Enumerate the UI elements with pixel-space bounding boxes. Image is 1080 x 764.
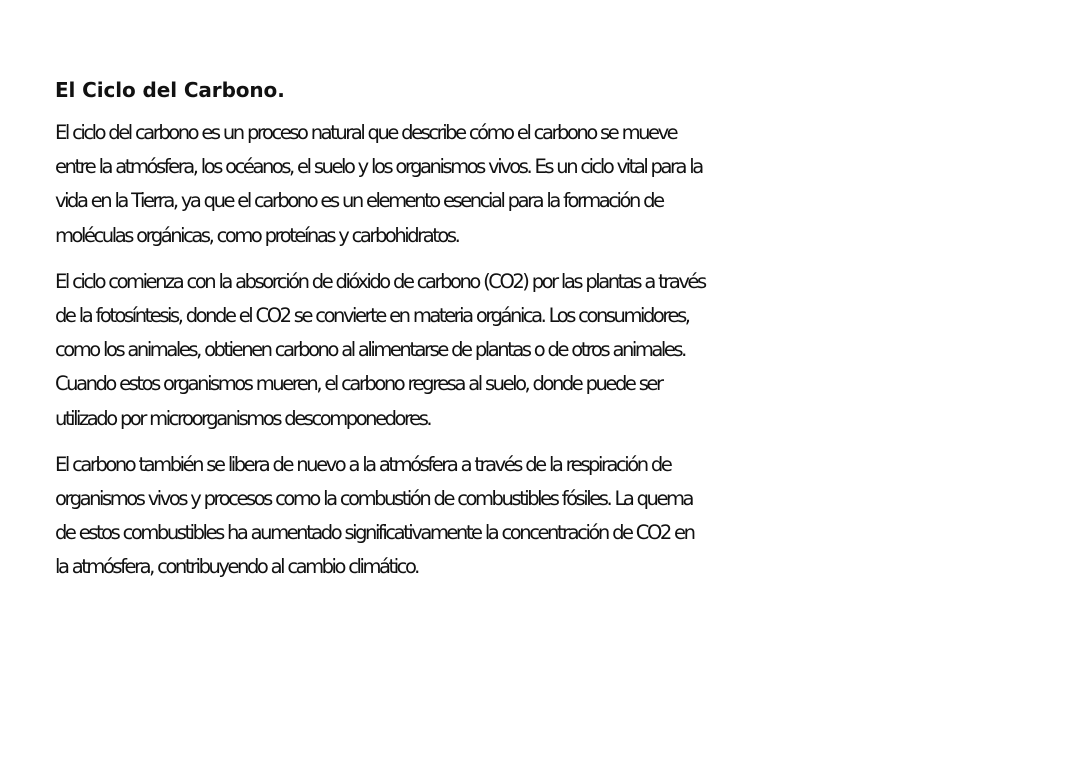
paragraph-line: de estos combustibles ha aumentado significativamente la concentración de CO2 en	[55, 521, 694, 545]
paragraph-line: Cuando estos organismos mueren, el carbono regresa al suelo, donde puede ser	[55, 372, 662, 396]
paragraph-line: organismos vivos y procesos como la combustión de combustibles fósiles. La quema	[55, 487, 693, 511]
paragraph-intro	[55, 116, 1075, 253]
paragraph-process	[55, 265, 1075, 436]
paragraph-line: El carbono también se libera de nuevo a la atmósfera a través de la respiración de	[55, 452, 671, 476]
document-title: El Ciclo del Carbono.	[55, 78, 285, 102]
document-page	[55, 76, 1075, 597]
paragraph-line: vida en la Tierra, ya que el carbono es un elemento esencial para la formación de	[55, 189, 663, 213]
paragraph-line: de la fotosíntesis, donde el CO2 se convierte en materia orgánica. Los consumidores,	[55, 304, 689, 328]
paragraph-line: moléculas orgánicas, como proteínas y carbohidratos.	[55, 223, 459, 247]
paragraph-line: utilizado por microorganismos descomponedores.	[55, 406, 431, 430]
paragraph-line: El ciclo del carbono es un proceso natural que describe cómo el carbono se mueve	[55, 121, 677, 144]
paragraph-line: como los animales, obtienen carbono al alimentarse de plantas o de otros animales.	[55, 338, 685, 362]
paragraph-line: entre la atmósfera, los océanos, el suelo y los organismos vivos. Es un ciclo vital para la	[55, 155, 702, 179]
paragraph-line: la atmósfera, contribuyendo al cambio climático.	[55, 555, 418, 579]
paragraph-release	[55, 448, 1075, 585]
paragraph-line: El ciclo comienza con la absorción de dióxido de carbono (CO2) por las plantas a través	[55, 269, 705, 293]
